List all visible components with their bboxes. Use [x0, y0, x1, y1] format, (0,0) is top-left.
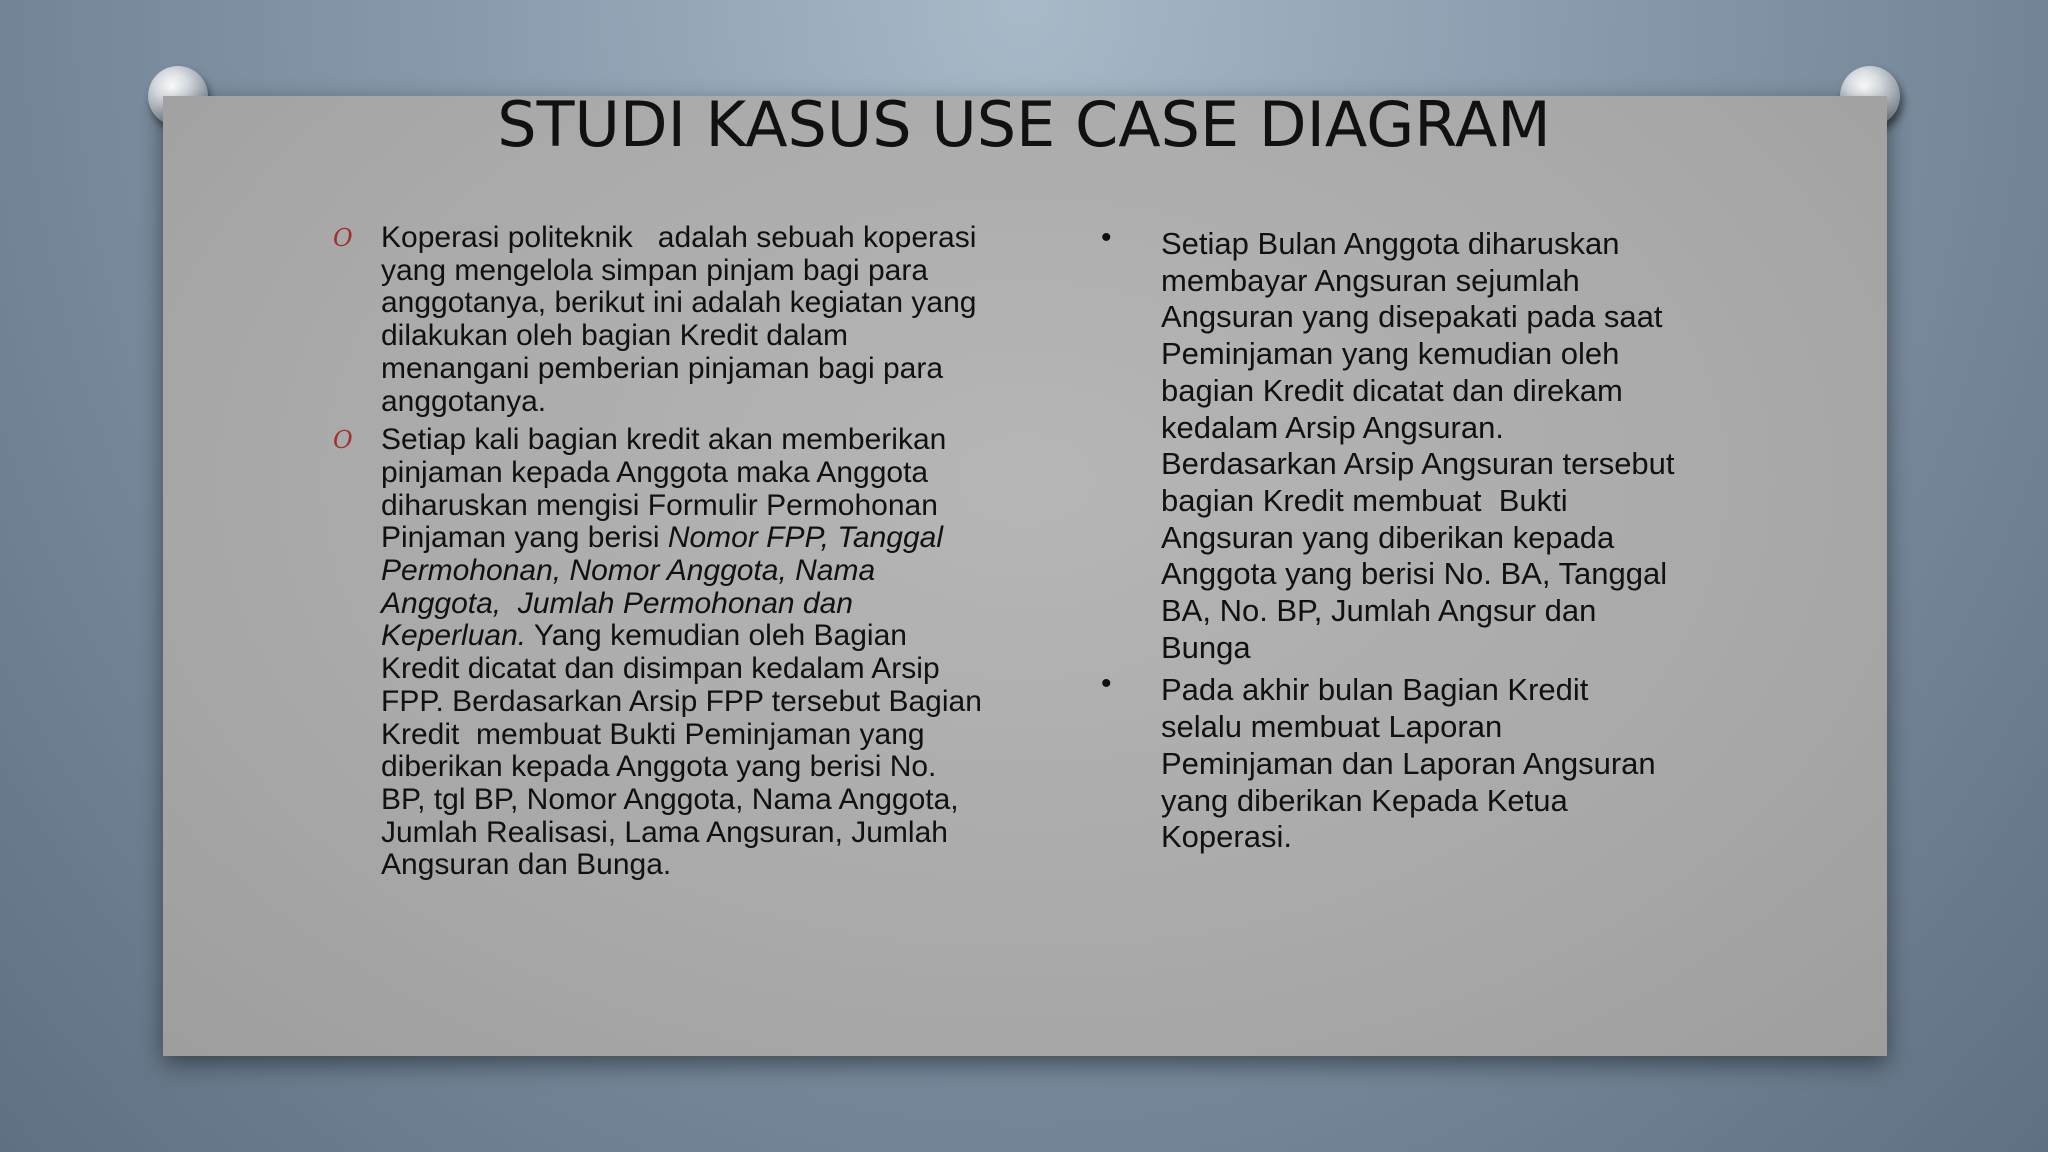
bullet-icon: O [333, 224, 353, 252]
text: bagian Kredit membuat Bukti [1161, 482, 1568, 518]
text-line [1161, 263, 1721, 300]
text-line [381, 588, 1041, 621]
text: Angsuran dan Bunga. [381, 848, 672, 882]
text: Koperasi politeknik adalah sebuah koperasi [381, 221, 977, 254]
text: Kredit dicatat dan disimpan kedalam Arsip [381, 652, 940, 686]
bullet-item [1101, 221, 1721, 666]
text-line [381, 424, 1041, 457]
text-line [381, 287, 1041, 320]
text-line [1161, 672, 1721, 709]
text: Angsuran yang diberikan kepada [1161, 519, 1615, 555]
text-line [381, 353, 1041, 386]
text: FPP. Berdasarkan Arsip FPP tersebut Bagian [381, 684, 982, 718]
text: menangani pemberian pinjaman bagi para [381, 351, 944, 385]
text-line [381, 784, 1041, 817]
text: Yang kemudian oleh Bagian [526, 619, 907, 653]
text: diberikan kepada Anggota yang berisi No. [381, 750, 937, 784]
bullet-icon: O [333, 426, 353, 455]
text-line [1161, 410, 1721, 447]
text-line [381, 751, 1041, 784]
bullet-item [333, 423, 1041, 882]
text: yang mengelola simpan pinjam bagi para [381, 253, 929, 287]
text: Angsuran yang disepakati pada saat [1161, 299, 1663, 335]
text-line [1161, 446, 1721, 483]
text-line [1161, 520, 1721, 557]
bullet-icon: • [1101, 221, 1112, 254]
text-line [381, 386, 1041, 419]
text-line [381, 686, 1041, 719]
text-line [1161, 483, 1721, 520]
text-line [1161, 783, 1721, 820]
text-line [381, 653, 1041, 686]
text-line [1161, 709, 1721, 746]
text-line [1161, 373, 1721, 410]
italic-text: Keperluan. [381, 619, 527, 653]
bullet-item [1101, 667, 1721, 856]
text: Kredit membuat Bukti Peminjaman yang [381, 717, 925, 751]
text-line [1161, 593, 1721, 630]
text-line [381, 719, 1041, 752]
text: Pada akhir bulan Bagian Kredit [1161, 672, 1589, 708]
text-line [1161, 336, 1721, 373]
text: Peminjaman yang kemudian oleh [1161, 336, 1620, 372]
italic-text: Anggota, Jumlah Permohonan dan [381, 586, 853, 620]
text: Peminjaman dan Laporan Angsuran [1161, 745, 1656, 781]
text: Koperasi. [1161, 819, 1292, 855]
text-line [1161, 556, 1721, 593]
text: dilakukan oleh bagian Kredit dalam [381, 319, 848, 353]
text: Setiap Bulan Anggota diharuskan [1161, 226, 1620, 261]
text-line [381, 222, 1041, 255]
text-line [381, 817, 1041, 850]
text-line [381, 849, 1041, 882]
italic-text: Permohonan, Nomor Anggota, Nama [381, 554, 876, 588]
text: BP, tgl BP, Nomor Anggota, Nama Anggota, [381, 782, 959, 816]
slide-title: STUDI KASUS USE CASE DIAGRAM [497, 88, 1551, 161]
bullet-icon: • [1101, 667, 1112, 701]
text: selalu membuat Laporan [1161, 709, 1503, 745]
text-line [1161, 299, 1721, 336]
text: Anggota yang berisi No. BA, Tanggal [1161, 556, 1668, 592]
text-line [1161, 226, 1721, 263]
right-column [1101, 221, 1721, 862]
left-column [333, 221, 1041, 888]
text: pinjaman kepada Anggota maka Anggota [381, 455, 929, 489]
text-line [1161, 746, 1721, 783]
text: membayar Angsuran sejumlah [1161, 262, 1580, 298]
text: Berdasarkan Arsip Angsuran tersebut [1161, 446, 1675, 482]
bullet-item [333, 221, 1041, 418]
text-line [381, 490, 1041, 523]
text: Bunga [1161, 629, 1251, 665]
text-line [381, 255, 1041, 288]
text-line [381, 320, 1041, 353]
text: diharuskan mengisi Formulir Permohonan [381, 488, 938, 522]
italic-text: Nomor FPP, Tanggal [667, 521, 943, 555]
text: Pinjaman yang berisi [381, 521, 668, 555]
text-line [381, 457, 1041, 490]
text: kedalam Arsip Angsuran. [1161, 409, 1504, 445]
text: BA, No. BP, Jumlah Angsur dan [1161, 593, 1597, 629]
text-line [381, 555, 1041, 588]
text: Jumlah Realisasi, Lama Angsuran, Jumlah [381, 815, 948, 849]
text-line [1161, 630, 1721, 667]
text: anggotanya, berikut ini adalah kegiatan yang [381, 286, 977, 320]
text-line [381, 620, 1041, 653]
text-line [1161, 819, 1721, 856]
text: Setiap kali bagian kredit akan memberikan [381, 423, 947, 457]
text: yang diberikan Kepada Ketua [1161, 782, 1568, 818]
text: anggotanya. [381, 384, 547, 418]
text: bagian Kredit dicatat dan direkam [1161, 372, 1623, 408]
text-line [381, 522, 1041, 555]
